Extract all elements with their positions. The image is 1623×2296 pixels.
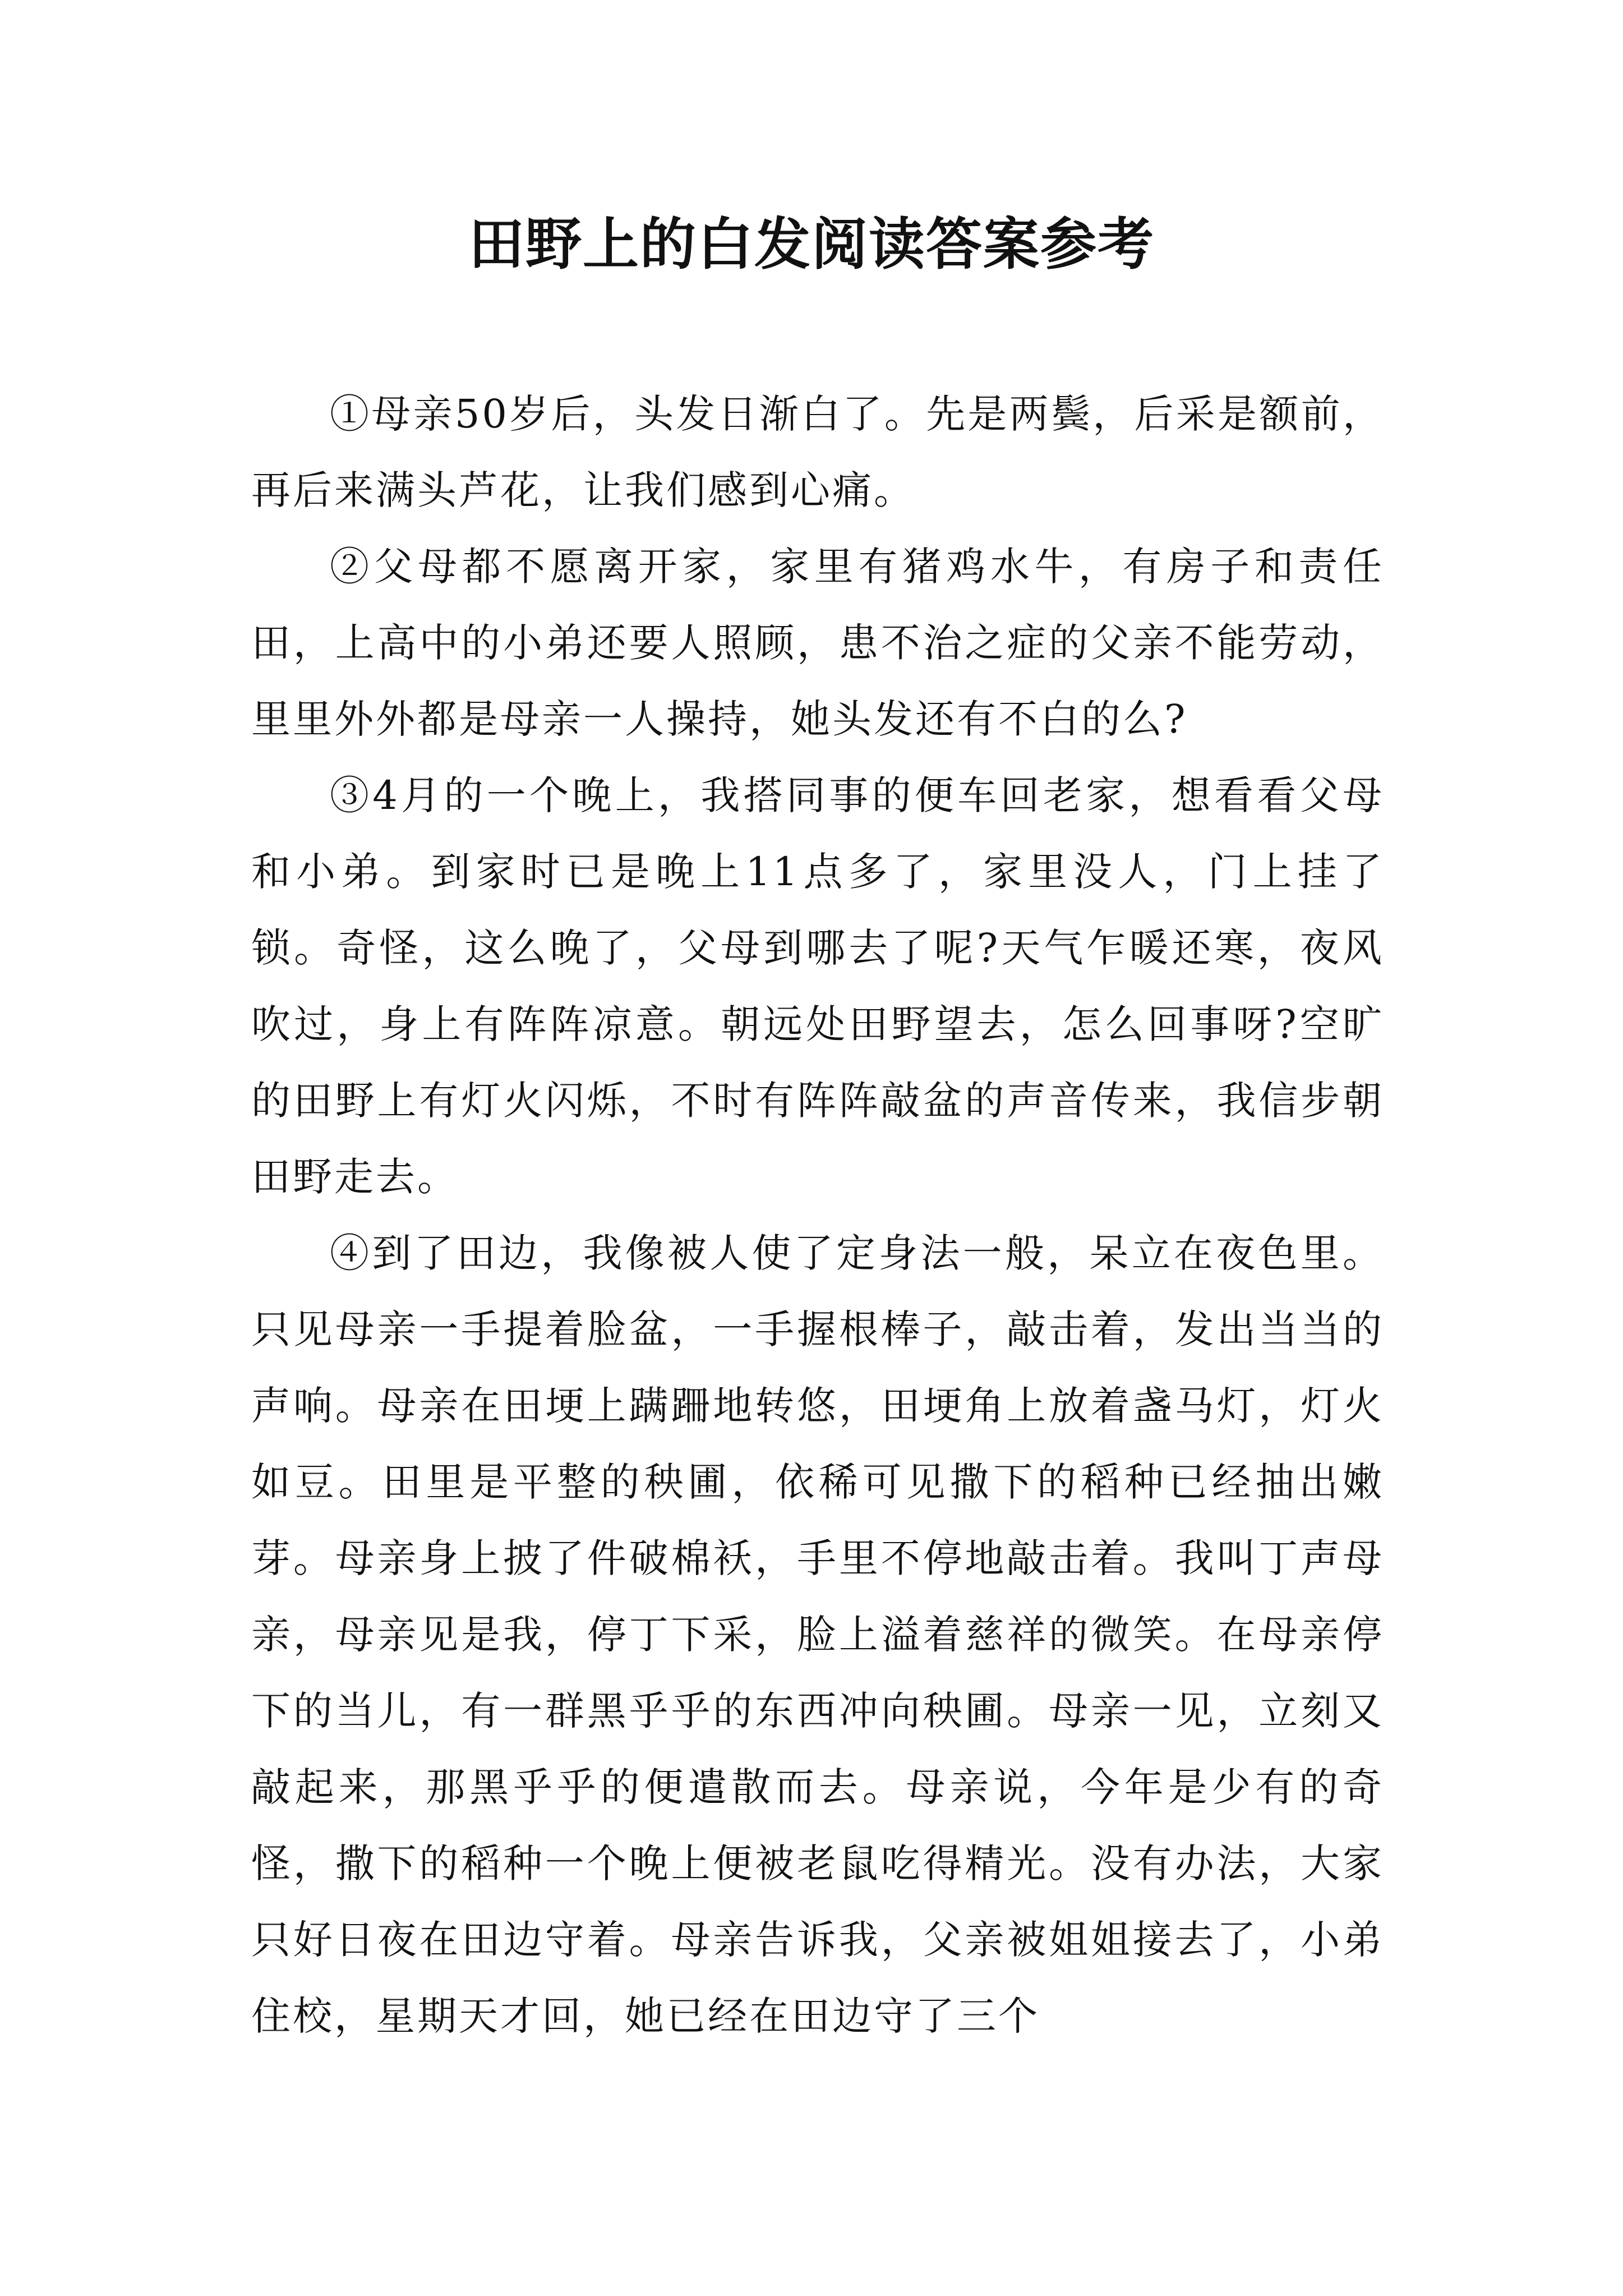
document-body [251,376,1384,2054]
paragraph-1: ①母亲50岁后，头发日渐白了。先是两鬓，后采是额前，再后来满头芦花，让我们感到心痛。 [251,391,1384,513]
document-title: 田野上的白发阅读答案参考 [468,211,1155,277]
paragraph-3: ③4月的一个晚上，我搭同事的便车回老家，想看看父母和小弟。到家时已是晚上11点多了，家里没人，门上挂了锁。奇怪，这么晚了，父母到哪去了呢?天气乍暖还寒，夜风吹过，身上有阵阵凉意。朝远处田野望去，怎么回事呀?空旷的田野上有灯火闪烁，不时有阵阵敲盆的声音传来，我信步朝田野走去。 [251,772,1384,1200]
paragraph-4: ④到了田边，我像被人使了定身法一般，呆立在夜色里。只见母亲一手提着脸盆，一手握根棒子，敲击着，发出当当的声响。母亲在田埂上蹒跚地转悠，田埂角上放着盏马灯，灯火如豆。田里是平整的秧圃，依稀可见撒下的稻种已经抽出嫩芽。母亲身上披了件破棉袄，手里不停地敲击着。我叫丁声母亲，母亲见是我，停丁下采，脸上溢着慈祥的微笑。在母亲停下的当儿，有一群黑乎乎的东西冲向秧圃。母亲一见，立刻又敲起来，那黑乎乎的便遣散而去。母亲说，今年是少有的奇怪，撒下的稻种一个晚上便被老鼠吃得精光。没有办法，大家只好日夜在田边守着。母亲告诉我，父亲被姐姐接去了，小弟住校，星期天才回，她已经在田边守了三个 [251,1230,1384,2039]
paragraph-2: ②父母都不愿离开家，家里有猪鸡水牛，有房子和责任田，上高中的小弟还要人照顾，患不治之症的父亲不能劳动，里里外外都是母亲一人操持，她头发还有不白的么? [251,544,1384,742]
